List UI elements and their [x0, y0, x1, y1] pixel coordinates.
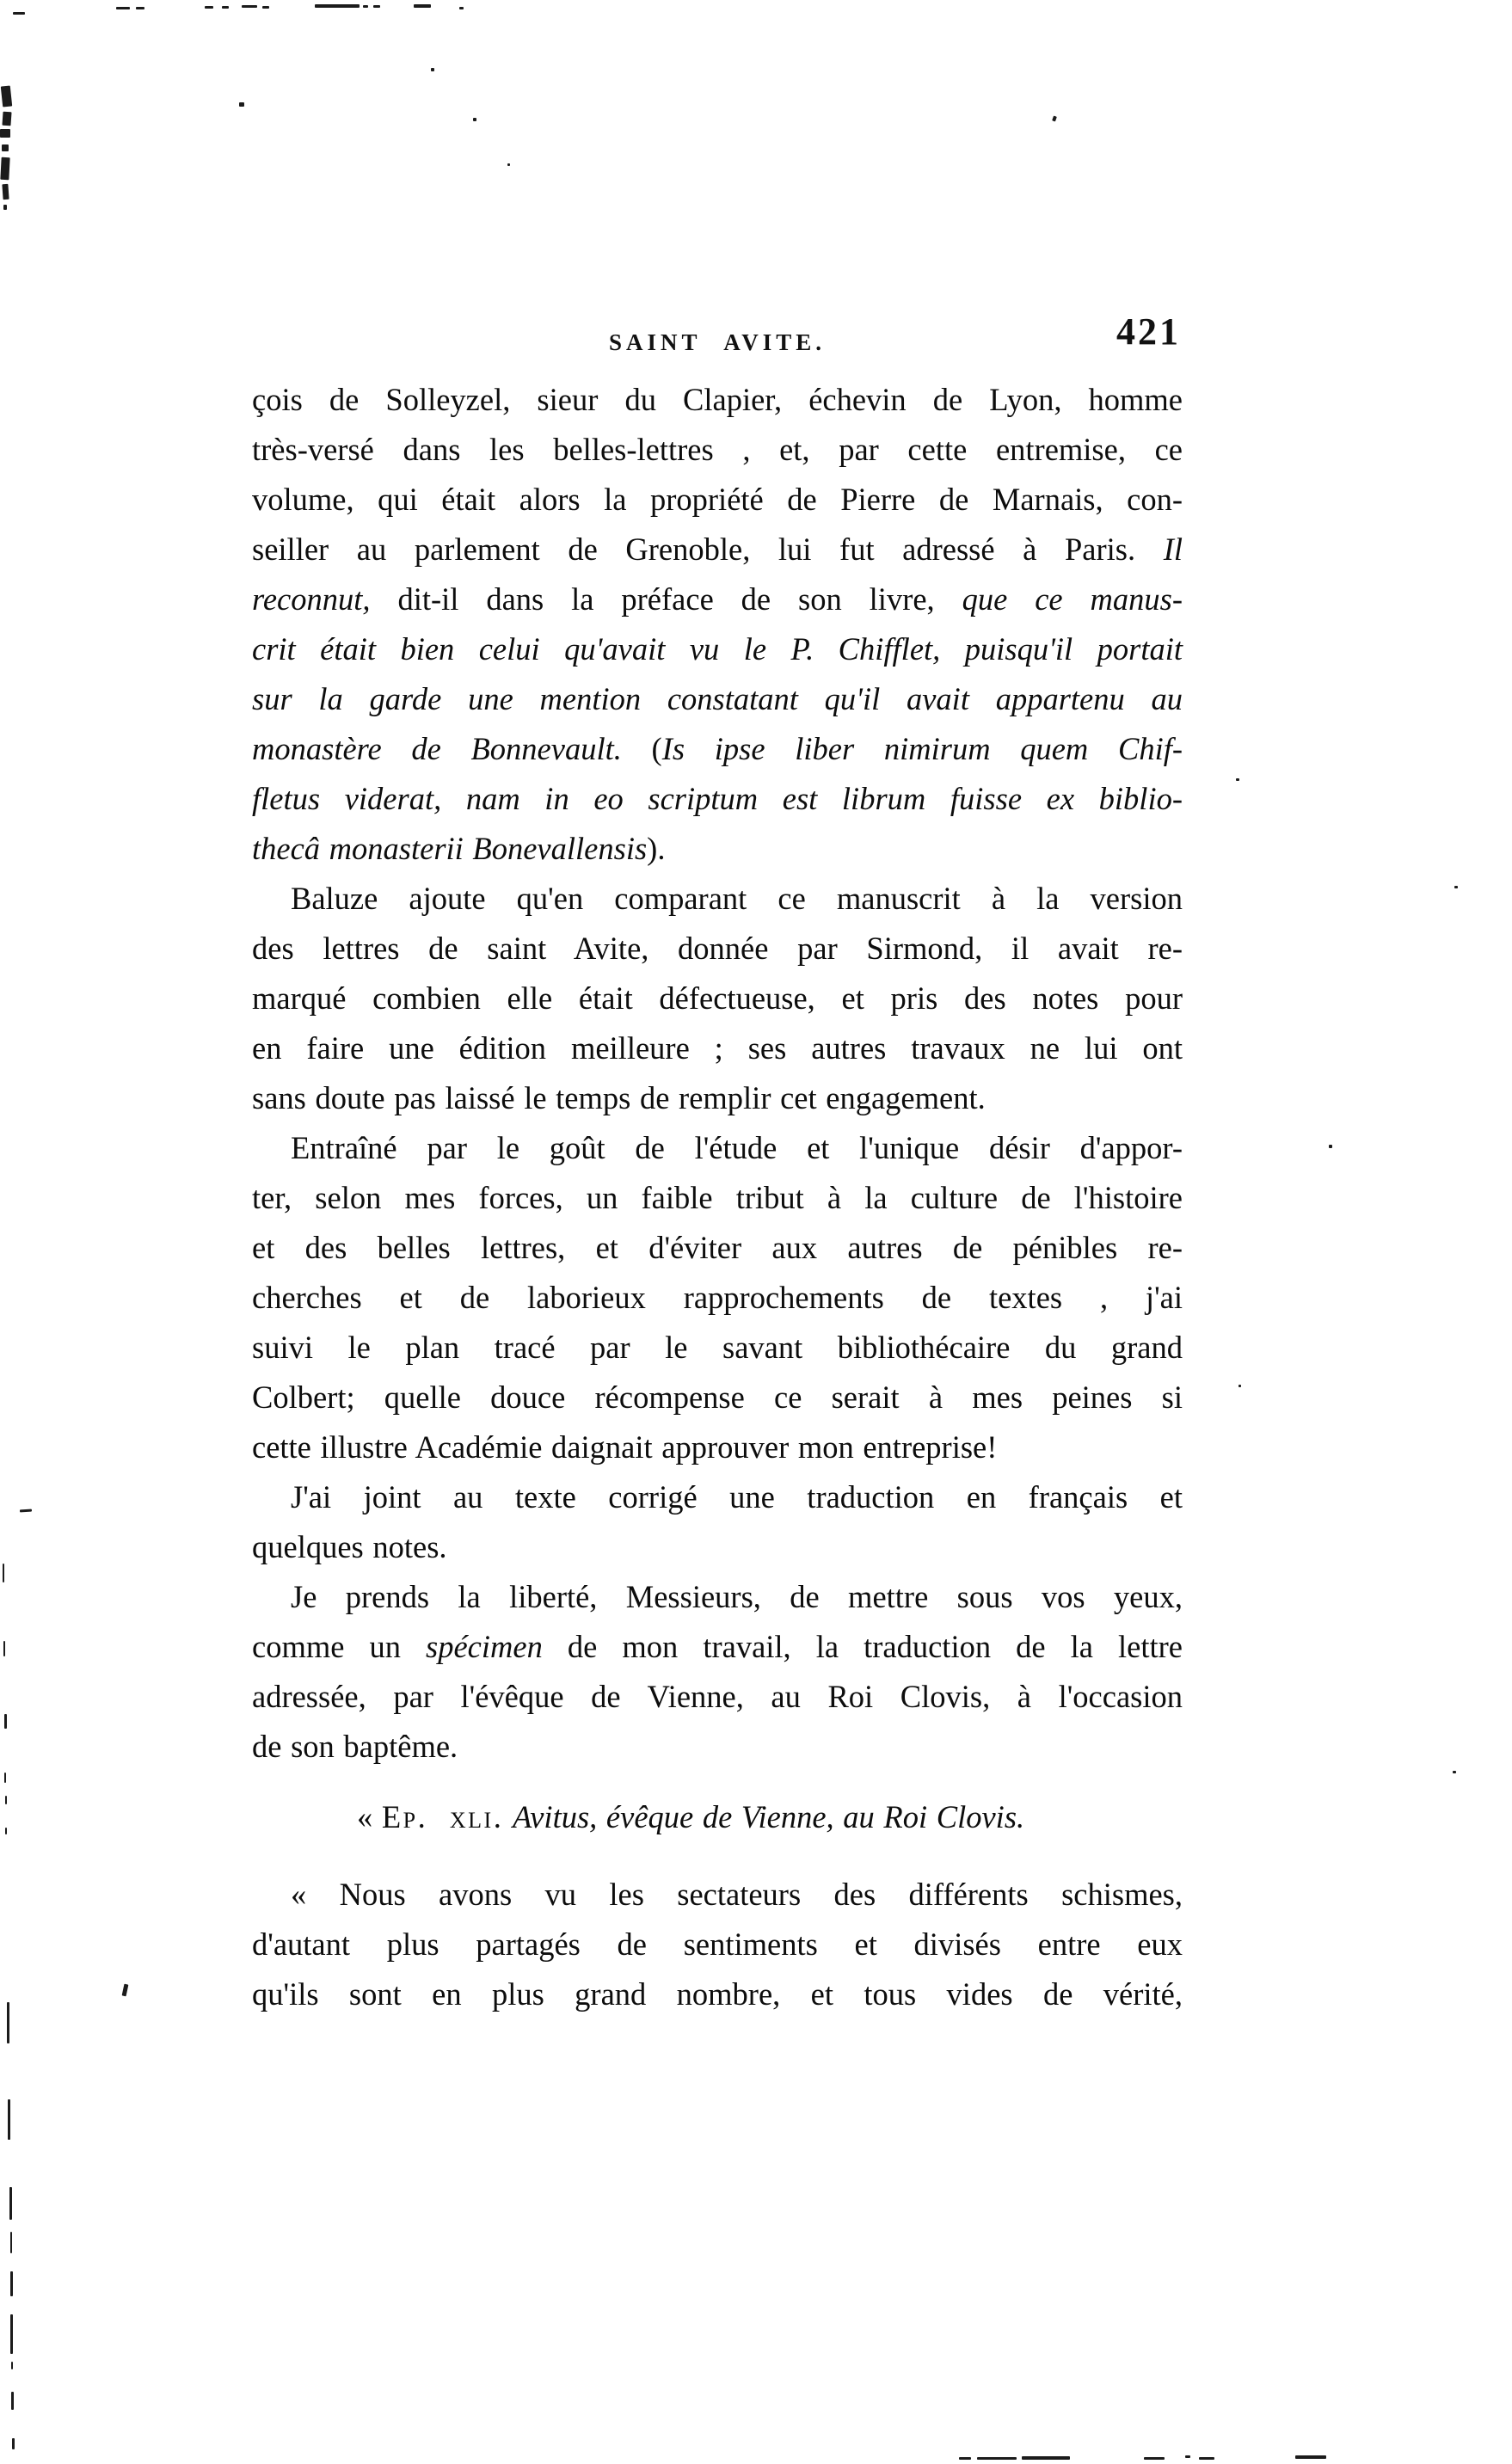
ink-mark-left-edge-smudges: [2, 112, 11, 126]
ink-mark-left-margin-ticks: [4, 1714, 7, 1729]
text-line: [252, 575, 1183, 624]
text-line: [252, 724, 1183, 774]
ink-mark-left-edge-smudges: [0, 157, 9, 180]
text-segment: Colbert; quelle douce récompense ce serait à mes peines si: [252, 1379, 1183, 1415]
ink-mark-bottom-edge-dashes: [1144, 2457, 1165, 2460]
text-segment: Il: [1163, 532, 1183, 567]
text-segment: reconnut,: [252, 581, 371, 617]
ink-mark-left-margin-ticks: [3, 1564, 4, 1582]
letter-heading-line: [252, 1792, 1183, 1842]
text-line: [252, 824, 1183, 874]
ink-mark-specks: [122, 1984, 129, 1997]
text-line: [252, 974, 1183, 1023]
text-line: [252, 1870, 1183, 1920]
text-line: [252, 1373, 1183, 1422]
text-segment: seiller au parlement de Grenoble, lui fut adressé à Paris.: [252, 532, 1164, 567]
text-segment: quelques notes.: [252, 1529, 447, 1564]
text-line: [252, 1672, 1183, 1722]
text-segment: monastère de Bonnevault.: [252, 731, 622, 766]
ink-mark-top-edge-dashes: [116, 7, 130, 9]
ink-mark-left-edge-smudges: [3, 205, 7, 210]
ink-mark-specks: [431, 68, 434, 71]
text-segment: de son baptême.: [252, 1729, 458, 1764]
text-line: [252, 1223, 1183, 1273]
ink-mark-left-margin-ticks: [10, 2271, 13, 2296]
ink-mark-left-margin-ticks: [12, 2438, 15, 2449]
text-segment: que ce manus-: [962, 581, 1183, 617]
text-segment: (: [621, 731, 662, 766]
text-line: [252, 624, 1183, 674]
text-segment: volume, qui était alors la propriété de Pierre de Marnais, con-: [252, 482, 1183, 517]
ink-mark-specks: [1238, 1385, 1241, 1387]
text-line: [252, 1422, 1183, 1472]
text-segment: dit-il dans la préface de son livre,: [370, 581, 962, 617]
text-segment: cette illustre Académie daignait approuver mon entreprise!: [252, 1429, 998, 1465]
text-line: [252, 475, 1183, 525]
running-title: SAINT AVITE.: [608, 329, 827, 355]
text-segment: «: [357, 1799, 382, 1834]
page-header: [252, 306, 1183, 366]
text-segment: marqué combien elle était défectueuse, et pris des notes pour: [252, 980, 1183, 1016]
ink-mark-top-edge-dashes: [136, 7, 144, 9]
ink-mark-left-edge-smudges: [2, 184, 9, 200]
ink-mark-top-edge-dashes: [373, 5, 380, 8]
text-line: [252, 1522, 1183, 1572]
ink-mark-top-edge-dashes: [315, 4, 360, 8]
ink-mark-left-margin-ticks: [10, 2232, 12, 2253]
ink-mark-top-edge-dashes: [222, 6, 229, 9]
text-segment: Je prends la liberté, Messieurs, de mettre sous vos yeux,: [291, 1579, 1183, 1614]
body-text-block: [252, 375, 1183, 2019]
text-line: [252, 425, 1183, 475]
text-line: [252, 1323, 1183, 1373]
ink-mark-specks: [1236, 778, 1239, 781]
ink-mark-left-margin-ticks: [4, 1773, 6, 1783]
ink-mark-bottom-edge-dashes: [1185, 2455, 1190, 2458]
text-segment: çois de Solleyzel, sieur du Clapier, échevin de Lyon, homme: [252, 382, 1183, 417]
text-segment: des lettres de saint Avite, donnée par Sirmond, il avait re-: [252, 931, 1183, 966]
ink-mark-left-margin-ticks: [11, 2392, 14, 2410]
ink-mark-left-edge-smudges: [2, 144, 9, 151]
ink-mark-top-edge-dashes: [205, 6, 213, 9]
text-segment: cherches et de laborieux rapprochements de textes , j'ai: [252, 1280, 1183, 1315]
ink-mark-bottom-edge-dashes: [959, 2457, 971, 2460]
ink-mark-specks: [20, 1509, 32, 1513]
text-segment: « Nous avons vu les sectateurs des différents schismes,: [291, 1877, 1183, 1912]
ink-mark-bottom-edge-dashes: [977, 2457, 1017, 2460]
ink-mark-left-margin-ticks: [5, 1828, 7, 1834]
ink-mark-specks: [1052, 115, 1057, 121]
text-segment: ).: [647, 831, 666, 866]
text-line: [252, 1622, 1183, 1672]
text-line: [252, 1969, 1183, 2019]
ink-mark-top-edge-dashes: [242, 5, 257, 8]
text-segment: Avitus, évêque de Vienne, au Roi Clovis.: [512, 1799, 1025, 1834]
text-segment: fletus viderat, nam in eo scriptum est librum fuisse ex biblio-: [252, 781, 1183, 816]
text-line: [252, 924, 1183, 974]
text-segment: [503, 1799, 513, 1834]
ink-mark-top-edge-dashes: [459, 7, 464, 9]
text-segment: thecâ monasterii Bonevallensis: [252, 831, 648, 866]
text-segment: d'autant plus partagés de sentiments et divisés entre eux: [252, 1926, 1183, 1962]
ink-mark-left-margin-ticks: [10, 2314, 13, 2354]
ink-mark-specks: [473, 118, 476, 121]
ink-mark-specks: [1453, 1771, 1456, 1773]
ink-mark-top-edge-dashes: [13, 12, 25, 15]
text-segment: adressée, par l'évêque de Vienne, au Roi Clovis, à l'occasion: [252, 1679, 1183, 1714]
text-line: [252, 874, 1183, 924]
text-segment: ter, selon mes forces, un faible tribut à la culture de l'histoire: [252, 1180, 1183, 1215]
ink-mark-left-edge-smudges: [1, 85, 12, 107]
ink-mark-left-margin-ticks: [8, 2099, 10, 2140]
ink-mark-specks: [239, 102, 244, 107]
text-line: [252, 1073, 1183, 1123]
text-line: [252, 375, 1183, 425]
ink-mark-top-edge-dashes: [262, 6, 269, 9]
text-segment: crit était bien celui qu'avait vu le P. Chifflet, puisqu'il portait: [252, 631, 1183, 667]
text-line: [252, 674, 1183, 724]
text-segment: et des belles lettres, et d'éviter aux autres de pénibles re-: [252, 1230, 1183, 1265]
ink-mark-left-margin-ticks: [7, 2002, 9, 2043]
text-segment: sans doute pas laissé le temps de remplir cet engagement.: [252, 1080, 986, 1115]
ink-mark-bottom-edge-dashes: [1199, 2457, 1214, 2460]
text-line: [252, 1273, 1183, 1323]
text-segment: comme un: [252, 1629, 427, 1664]
text-segment: sur la garde une mention constatant qu'il avait appartenu au: [252, 681, 1183, 716]
ink-mark-bottom-edge-dashes: [1295, 2455, 1326, 2459]
ink-mark-specks: [1329, 1145, 1332, 1148]
ink-mark-left-margin-ticks: [3, 1641, 5, 1656]
text-segment: suivi le plan tracé par le savant bibliothécaire du grand: [252, 1330, 1183, 1365]
text-segment: Baluze ajoute qu'en comparant ce manuscrit à la version: [291, 881, 1183, 916]
ink-mark-top-edge-dashes: [414, 4, 431, 8]
text-segment: qu'ils sont en plus grand nombre, et tous vides de vérité,: [252, 1976, 1183, 2012]
text-line: [252, 1920, 1183, 1969]
ink-mark-left-margin-ticks: [5, 1796, 7, 1804]
ink-mark-left-edge-smudges: [0, 129, 10, 138]
ink-mark-specks: [507, 163, 510, 166]
ink-mark-left-margin-ticks: [9, 2187, 12, 2220]
text-line: [252, 1173, 1183, 1223]
text-line: [252, 774, 1183, 824]
text-segment: spécimen: [426, 1629, 543, 1664]
ink-mark-specks: [1454, 886, 1458, 888]
ink-mark-bottom-edge-dashes: [1022, 2456, 1070, 2460]
text-line: [252, 525, 1183, 575]
ink-mark-left-margin-ticks: [11, 2362, 13, 2369]
ink-mark-top-edge-dashes: [363, 5, 368, 8]
text-segment: Is ipse liber nimirum quem Chif-: [661, 731, 1183, 766]
text-segment: très-versé dans les belles-lettres , et, par cette entremise, ce: [252, 432, 1183, 467]
page-number: 421: [1116, 310, 1181, 353]
text-line: [252, 1472, 1183, 1522]
text-line: [252, 1023, 1183, 1073]
text-segment: en faire une édition meilleure ; ses autres travaux ne lui ont: [252, 1030, 1183, 1066]
text-line: [252, 1722, 1183, 1772]
text-segment: J'ai joint au texte corrigé une traduction en français et: [291, 1479, 1183, 1515]
text-segment: Entraîné par le goût de l'étude et l'unique désir d'appor-: [291, 1130, 1183, 1165]
text-line: [252, 1572, 1183, 1622]
text-line: [252, 1123, 1183, 1173]
text-segment: Ep. xli.: [381, 1799, 504, 1834]
text-segment: de mon travail, la traduction de la lettre: [542, 1629, 1183, 1664]
